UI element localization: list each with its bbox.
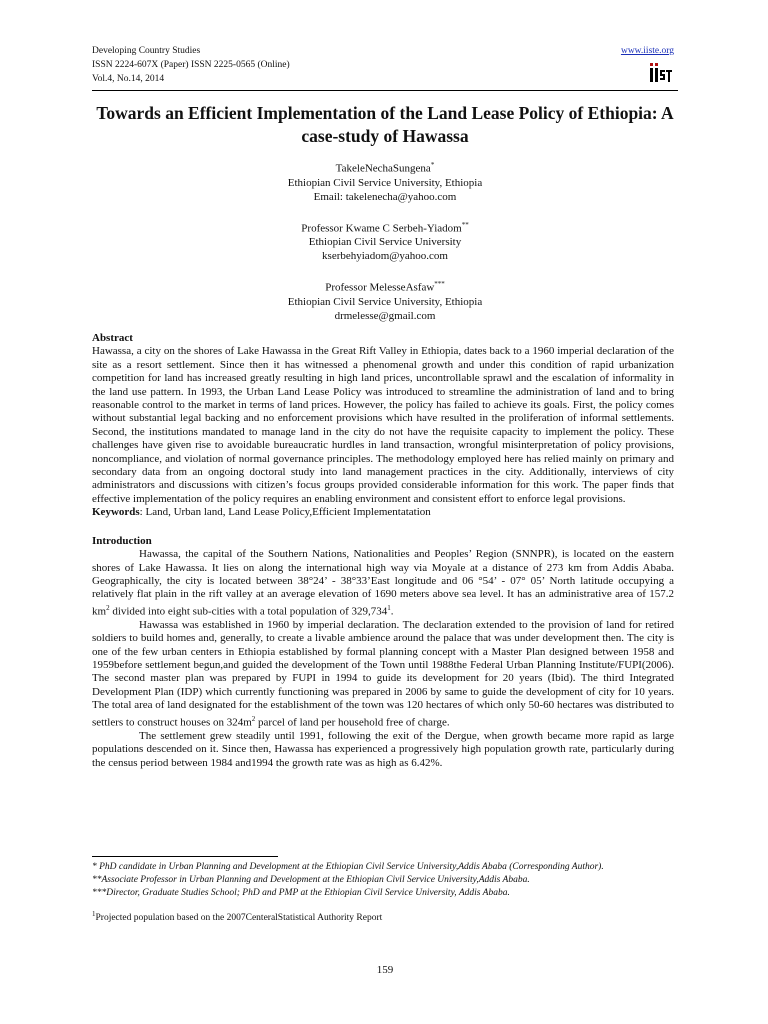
- author-mark: **: [461, 220, 469, 229]
- paragraph-text: Hawassa, the capital of the Southern Nations, Nationalities and Peoples’ Region (SNNPR), is located on the eastern shores of Lake Hawassa. It lies on along the international high way via Moyale at a distance of 273 km from Addis Ababa. Geographically, the city is located between 38°24’ - 38°33’East longitude and 06 °54’ - 07° 05’ North latitude occupying a relatively flat plain in the rift valley at an average elevation of 1690 meters above sea level. It has an administrative area of 157.2 km: [92, 548, 674, 618]
- author-list: [92, 158, 678, 337]
- header-divider: [92, 90, 678, 91]
- footnote-ref: 1: [387, 603, 391, 612]
- paragraph-text: .: [390, 605, 394, 618]
- keywords-line: [92, 506, 674, 519]
- footnotes: [92, 861, 678, 925]
- author-block: [92, 277, 678, 323]
- footnote: **Associate Professor in Urban Planning and Development at the Ethiopian Civil Service University,Addis Ababa.: [92, 875, 530, 885]
- footnote-divider: [92, 856, 278, 857]
- footnote: ***Director, Graduate Studies School; PhD and PMP at the Ethiopian Civil Service University, Addis Ababa.: [92, 888, 510, 898]
- author-name: TakeleNechaSungena: [335, 162, 431, 175]
- paragraph-text: Hawassa was established in 1960 by imperial declaration. The declaration extended to the provision of land for retired soldiers to build homes and, generally, to create a livable ambience around the palace that was under development then. The city is one of the few urban centers in Ethiopia established by formal planning concept with a Master Plan designed between 1958 and 1959before settlement begun,and guided the development of the Town until 1988the Federal Urban Planning Institute/FUPI(2006). The second master plan was prepared by FUPI in 1994 to guide its development for 20 years (Ibid). The third Integrated Development Plan (IDP) which currently functioning was prepared in 2006 by same to guide the development of city for 10 years. The total area of land designated for the establishment of the town was 120 hectares of which only 50-60 hectares was distributed to settlers to construct houses on 324m: [92, 618, 674, 729]
- introduction-heading: Introduction: [92, 534, 152, 547]
- author-affiliation: Ethiopian Civil Service University, Ethiopia: [287, 295, 483, 308]
- page-number: 159: [376, 964, 394, 976]
- iiste-logo-icon: [648, 60, 674, 86]
- superscript: 2: [251, 714, 256, 723]
- journal-name: Developing Country Studies: [92, 46, 201, 56]
- journal-website-link[interactable]: www.iiste.org: [620, 46, 674, 56]
- paragraph-text: parcel of land per household free of charge.: [255, 716, 450, 729]
- abstract-text: Hawassa, a city on the shores of Lake Hawassa in the Great Rift Valley in Ethiopia, dates back to a 1960 imperial declaration of the site as a resort settlement. Since then it has witnessed a phenomenal growth and under this condition of rapid urbanization competition for land has increased greatly resulting in high land prices, uncontrollable sprawl and the escalation of informality in the land use pattern. In 1993, the Urban Land Lease Policy was introduced to streamline the administration of land and to bring reasonable control to the market in terms of land prices. However, the policy has failed to achieve its goals. First, the policy comes without substantial legal backing and no enforcement provisions which have resulted in the proliferation of informal settlements. Second, the institutions mandated to manage land in the city do not have the requisite capacity to implement the policy. These challenges have given rise to avoidable bureaucratic hurdles in land transaction, wrongful misinterpretation of policy provisions, noncompliance, and violation of normal governance principles. The methodology employed here has relied mainly on primary and secondary data from an ongoing doctoral study into land management practices in the city. Additionally, interviews of city administrators and discussions with citizen’s focus groups provided considerable information for this work. The paper finds that effective implementation of the policy requires an enabling environment and consistent effort to enforce legal provisions.: [92, 345, 674, 505]
- journal-issn: ISSN 2224-607X (Paper) ISSN 2225-0565 (Online): [92, 60, 290, 70]
- paragraph-text: divided into eight sub-cities with a total population of 329,734: [109, 605, 388, 618]
- footnote: * PhD candidate in Urban Planning and Development at the Ethiopian Civil Service University,Addis Ababa (Corresponding Author).: [92, 862, 604, 872]
- superscript: 2: [106, 603, 110, 612]
- keywords-label: Keywords: [92, 506, 140, 519]
- journal-volume: Vol.4, No.14, 2014: [92, 74, 165, 84]
- author-affiliation: Ethiopian Civil Service University: [308, 236, 462, 249]
- author-block: [92, 218, 678, 264]
- author-email: drmelesse@gmail.com: [334, 309, 436, 322]
- author-name: Professor MelesseAsfaw: [325, 281, 435, 294]
- footnote: [92, 908, 678, 925]
- author-name: Professor Kwame C Serbeh-Yiadom: [301, 222, 462, 235]
- author-block: [92, 158, 678, 204]
- author-email: Email: takelenecha@yahoo.com: [313, 190, 457, 203]
- body-text: [92, 332, 674, 770]
- author-mark: ***: [434, 280, 445, 289]
- journal-header: [92, 44, 678, 86]
- intro-paragraph-3: The settlement grew steadily until 1991, following the exit of the Dergue, when growth became more rapid as large populations descended on it. Since then, Hawassa has experienced a progressively high population growth rate, particularly during the census period between 1984 and1994 the growth rate was as high as 6.42%.: [92, 729, 674, 769]
- author-mark: *: [430, 161, 435, 169]
- footnote-text: Projected population based on the 2007CenteralStatistical Authority Report: [95, 913, 383, 924]
- footnote-mark: 1: [92, 910, 96, 918]
- keywords-text: : Land, Urban land, Land Lease Policy,Efficient Implementatation: [139, 506, 431, 519]
- abstract-heading: Abstract: [92, 332, 133, 344]
- intro-paragraph-1: [92, 548, 674, 619]
- paper-title: Towards an Efficient Implementation of the Land Lease Policy of Ethiopia: A case-study of Hawassa: [96, 103, 674, 146]
- paper-page: [92, 0, 678, 1024]
- intro-paragraph-2: [92, 619, 674, 730]
- author-email: kserbehyiadom@yahoo.com: [322, 250, 448, 263]
- author-affiliation: Ethiopian Civil Service University, Ethiopia: [287, 176, 483, 189]
